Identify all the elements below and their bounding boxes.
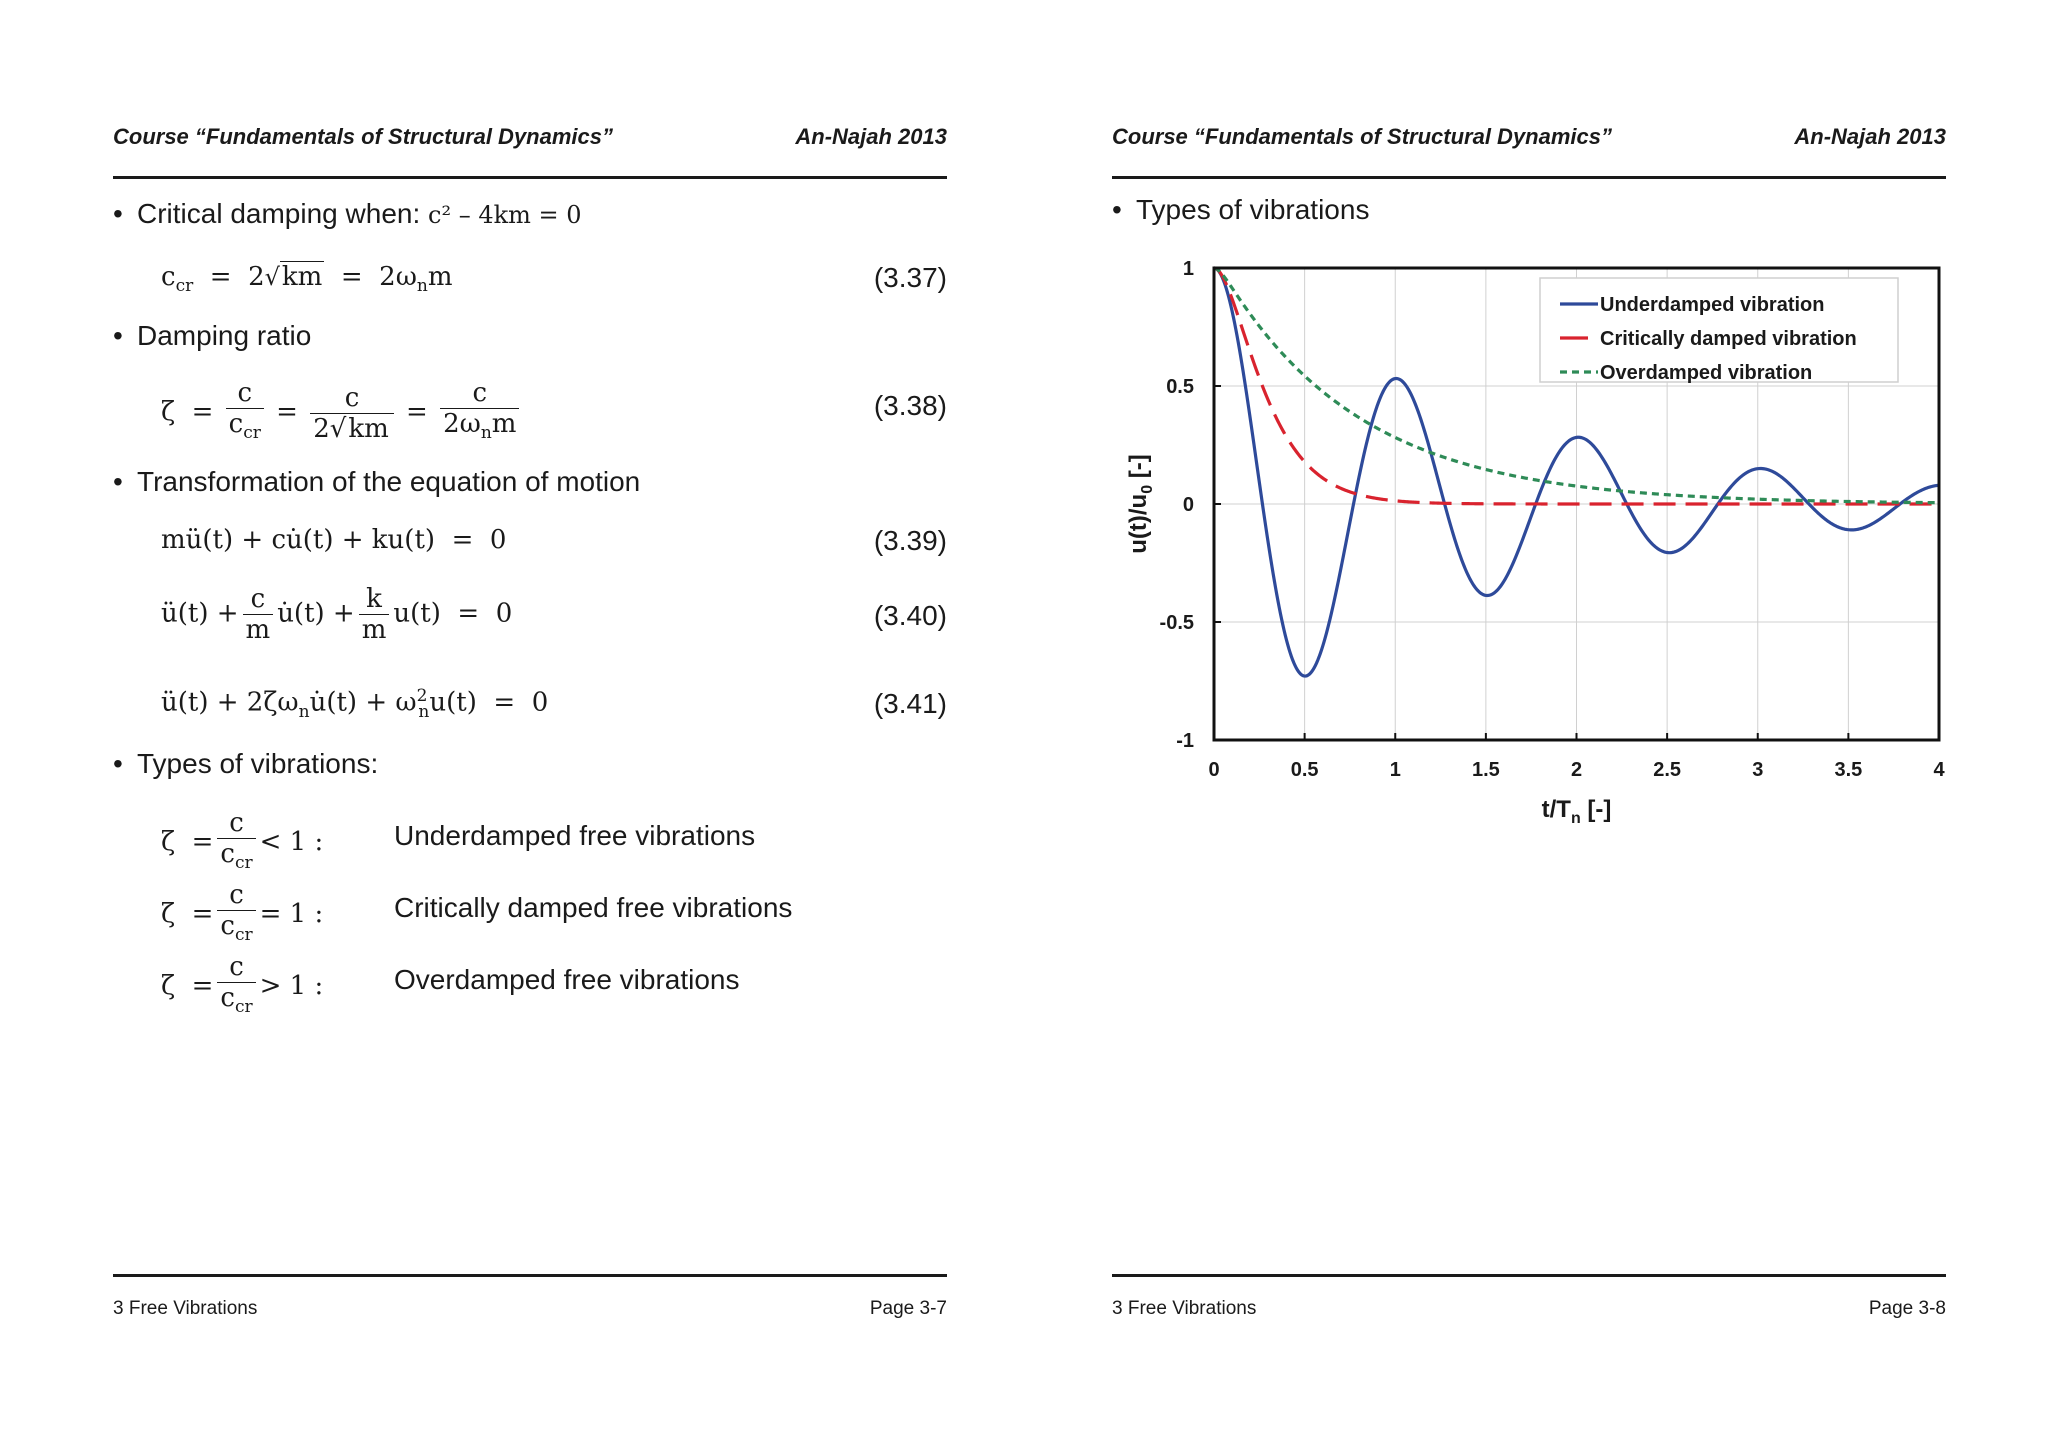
bullet-damping-ratio [113, 320, 311, 352]
fraction: $\frac{k}{m}$ [359, 584, 390, 645]
y-axis-title: $u(t)/u_0$ [-] [1125, 454, 1156, 554]
right-page [1112, 0, 1946, 1448]
x-tick-label: 4 [1933, 759, 1945, 781]
x-axis-title: $t/T_n$ [-] [1541, 796, 1612, 827]
bullet-types-of-vibrations [113, 748, 378, 780]
course-title: Course “Fundamentals of Structural Dynamics” [1112, 124, 1612, 149]
critical-condition-math: c² – 4km = 0 [428, 201, 582, 229]
bullet-types-of-vibrations [1112, 194, 1369, 226]
legend-label: Critically damped vibration [1600, 328, 1857, 350]
x-tick-label: 0.5 [1290, 759, 1319, 781]
footer-rule [1112, 1274, 1946, 1277]
bullet-transformation [113, 466, 640, 498]
vibration-type-equation: ζ = $\frac{c}{c_{cr}}$ = 1 : [161, 880, 324, 946]
bullet-dot: • [113, 198, 123, 229]
vibration-chart [1112, 240, 1946, 840]
bullet-dot: • [113, 466, 123, 497]
vibration-type-equation: ζ = $\frac{c}{c_{cr}}$ > 1 : [161, 952, 324, 1018]
fraction: $\frac{c}{c_{cr}}$ [226, 378, 264, 448]
vibration-type-desc: Overdamped free vibrations [394, 964, 740, 995]
bullet-dot: • [113, 320, 123, 351]
x-tick-label: 3 [1752, 759, 1764, 781]
vibration-type-equation: ζ = $\frac{c}{c_{cr}}$ < 1 : [161, 808, 324, 874]
bullet-dot: • [113, 748, 123, 779]
y-tick-label: 0.5 [1166, 376, 1194, 398]
y-tick-label: -0.5 [1159, 612, 1194, 634]
equation-number-3-39: (3.39) [873, 525, 947, 556]
equation-3-37: $c_{cr} = 2√km = 2\omega_nm$ [161, 262, 453, 297]
x-tick-label: 2 [1570, 759, 1583, 781]
header-rule [113, 176, 947, 179]
vibration-type-row [161, 880, 941, 944]
vibration-type-row [161, 952, 941, 1016]
y-tick-label: -1 [1176, 730, 1194, 752]
x-tick-label: 3.5 [1834, 759, 1863, 781]
course-title: Course “Fundamentals of Structural Dynamics” [113, 124, 613, 149]
x-tick-label: 1 [1389, 759, 1401, 781]
legend-label: Underdamped vibration [1600, 294, 1825, 316]
vibration-type-row [161, 808, 941, 872]
equation-3-39: mü(t) + cu̇(t) + ku(t) = 0 [161, 525, 507, 555]
institution-year: An-Najah 2013 [795, 124, 947, 149]
bullet-critical-damping [113, 198, 582, 230]
fraction: $\frac{c}{2\omega_nm}$ [440, 378, 519, 448]
bullet-text: Critical damping when: [137, 198, 421, 229]
fraction: $\frac{c}{2√km}$ [310, 383, 394, 444]
legend-label: Overdamped vibration [1600, 362, 1813, 384]
equation-number-3-41: (3.41) [873, 688, 947, 719]
institution-year: An-Najah 2013 [1794, 124, 1946, 149]
y-tick-label: 1 [1182, 258, 1194, 280]
chapter-name: 3 Free Vibrations [1112, 1298, 1257, 1319]
equation-number-3-40: (3.40) [873, 600, 947, 631]
page-number: Page 3-7 [869, 1298, 947, 1319]
x-tick-label: 1.5 [1471, 759, 1500, 781]
footer-rule [113, 1274, 947, 1277]
fraction: $\frac{c}{m}$ [243, 584, 274, 645]
equation-3-41: ü(t) + $2\zeta\omega_nu̇(t) + \omega^2_nu(t) = 0$ [161, 686, 549, 722]
equation-number-3-38: (3.38) [873, 390, 947, 421]
header-rule [1112, 176, 1946, 179]
vibration-type-desc: Critically damped free vibrations [394, 892, 793, 923]
chapter-name: 3 Free Vibrations [113, 1298, 258, 1319]
bullet-text: Transformation of the equation of motion [137, 466, 641, 497]
bullet-dot: • [1112, 194, 1122, 225]
equation-3-38: ζ = $\frac{c}{c_{cr}}$ = $\frac{c}{2√km}$ = $\frac{c}{2\omega_nm}$ [161, 378, 523, 448]
equation-3-40: ü(t) + $\frac{c}{m}$ u̇(t) + $\frac{k}{m}$ u(t) = 0 [161, 584, 513, 645]
x-tick-label: 0 [1208, 759, 1220, 781]
page-header [1112, 124, 1946, 154]
equation-number-3-37: (3.37) [873, 262, 947, 293]
vibration-type-desc: Underdamped free vibrations [394, 820, 756, 851]
page-number: Page 3-8 [1868, 1298, 1946, 1319]
x-tick-label: 2.5 [1653, 759, 1682, 781]
bullet-text: Types of vibrations: [137, 748, 379, 779]
bullet-text: Types of vibrations [1136, 194, 1370, 225]
y-tick-label: 0 [1182, 494, 1194, 516]
bullet-text: Damping ratio [137, 320, 312, 351]
page-header [113, 124, 947, 154]
left-page [113, 0, 947, 1448]
